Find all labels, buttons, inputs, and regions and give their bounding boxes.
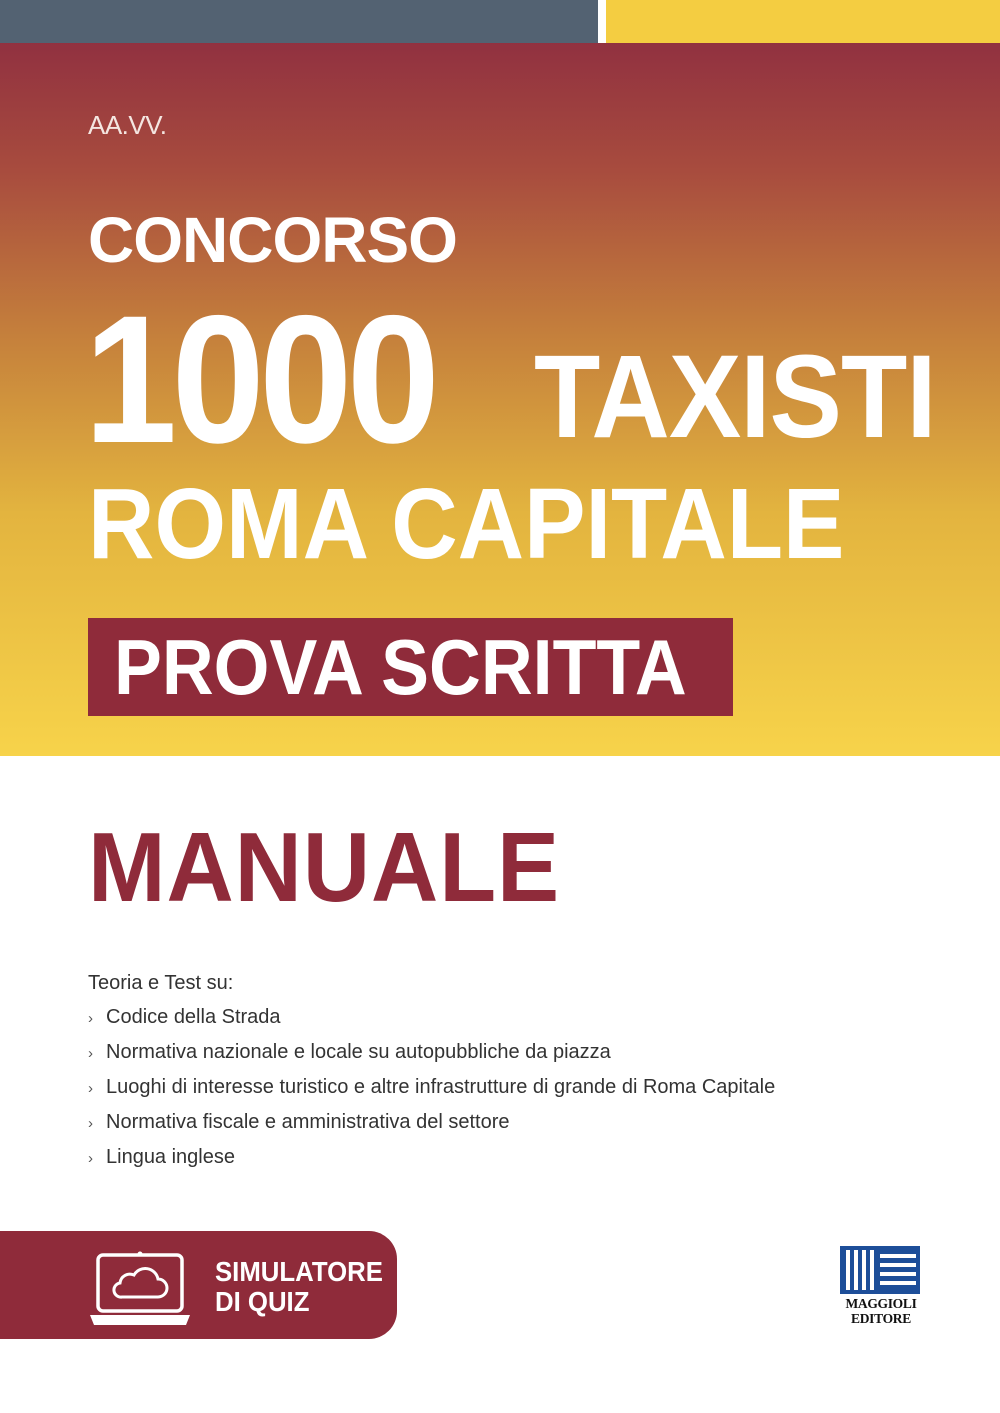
laptop-cloud-icon	[88, 1251, 192, 1329]
chevron-right-icon: ›	[88, 1115, 93, 1132]
topic-text: Lingua inglese	[106, 1146, 235, 1168]
quiz-simulator-label	[215, 1257, 383, 1317]
title-roma-capitale: ROMA CAPITALE	[88, 468, 845, 580]
topic-text: Normativa nazionale e locale su autopubbliche da piazza	[106, 1041, 611, 1063]
publisher-name-line2: EDITORE	[851, 1311, 911, 1326]
chevron-right-icon: ›	[88, 1080, 93, 1097]
topic-text: Codice della Strada	[106, 1006, 281, 1028]
list-item	[88, 1041, 775, 1065]
list-item	[88, 1006, 775, 1030]
topics-intro: Teoria e Test su:	[88, 972, 234, 994]
book-type-heading: MANUALE	[88, 812, 561, 922]
topic-text: Luoghi di interesse turistico e altre infrastrutture di grande di Roma Capitale	[106, 1076, 776, 1098]
list-item	[88, 1111, 775, 1135]
publisher-name	[836, 1296, 926, 1326]
quiz-label-line2: DI QUIZ	[215, 1286, 310, 1317]
exam-label: PROVA SCRITTA	[114, 623, 687, 711]
chevron-right-icon: ›	[88, 1010, 93, 1027]
publisher-logo	[836, 1246, 926, 1328]
list-item	[88, 1076, 775, 1100]
title-main	[84, 277, 936, 481]
title-concorso: CONCORSO	[88, 204, 457, 276]
top-stripe-slate	[0, 0, 598, 43]
quiz-label-line1: SIMULATORE	[215, 1256, 383, 1287]
chevron-right-icon: ›	[88, 1045, 93, 1062]
topics-section	[88, 972, 775, 1181]
author-credit: AA.VV.	[88, 110, 167, 140]
quiz-simulator-badge	[0, 1231, 397, 1339]
publisher-name-line1: MAGGIOLI	[845, 1296, 917, 1311]
top-stripe-yellow	[606, 0, 1000, 43]
title-number: 1000	[84, 277, 435, 481]
chevron-right-icon: ›	[88, 1150, 93, 1167]
maggioli-mark-icon	[840, 1246, 920, 1294]
title-taxisti: TAXISTI	[534, 331, 936, 463]
topic-text: Normativa fiscale e amministrativa del settore	[106, 1111, 510, 1133]
list-item	[88, 1146, 775, 1170]
topics-list	[88, 1006, 775, 1170]
